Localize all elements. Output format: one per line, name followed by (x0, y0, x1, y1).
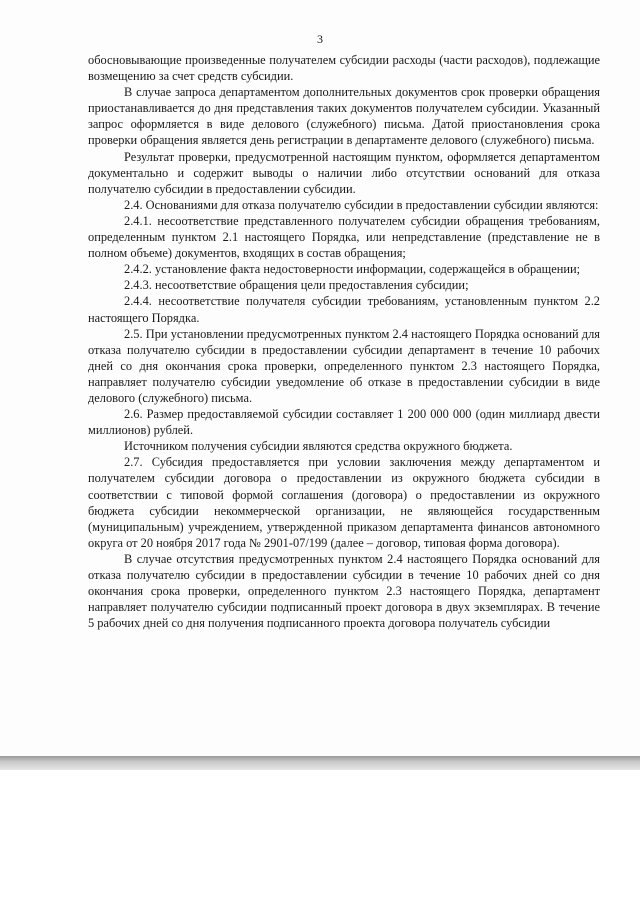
paragraph: 2.4.1. несоответствие представленного получателем субсидии обращения требованиям, определенным пунктом 2.1 настоящего Порядка, или непредставление (представление не в полном объеме) документов, входящих в состав обращения; (88, 213, 600, 261)
page-number: 3 (317, 32, 323, 46)
document-body (88, 52, 600, 631)
paragraph: 2.4. Основаниями для отказа получателю субсидии в предоставлении субсидии являются: (124, 197, 599, 212)
paragraph: 2.6. Размер предоставляемой субсидии составляет 1 200 000 000 (один миллиард двести миллионов) рублей. (88, 407, 600, 438)
paragraph: обосновывающие произведенные получателем субсидии расходы (части расходов), подлежащие возмещению за счет средств субсидии. (88, 53, 600, 84)
paragraph: 2.5. При установлении предусмотренных пунктом 2.4 настоящего Порядка оснований для отказа получателю субсидии в предоставлении субсидии департамент в течение 10 рабочих дней со дня окончания срока проверки, определенного пунктом 2.3 настоящего Порядка, направляет получателю субсидии уведомление об отказе в предоставлении субсидии в виде делового (служебного) письма. (88, 326, 600, 405)
paragraph: В случае отсутствия предусмотренных пунктом 2.4 настоящего Порядка оснований для отказа получателю субсидии в предоставлении субсидии в течение 10 рабочих дней со дня окончания срока проверки, определенного пунктом 2.3 настоящего Порядка, департамент направляет получателю субсидии подписанный проект договора в двух экземплярах. В течение 5 рабочих дней со дня получения подписанного проекта договора получатель субсидии (88, 551, 600, 631)
paragraph: В случае запроса департаментом дополнительных документов срок проверки обращения приостанавливается до дня представления таких документов получателем субсидии. Указанный запрос оформляется в виде делового (служебного) письма. Датой приостановления срока проверки обращения является день регистрации в департаменте делового (служебного) письма. (88, 85, 600, 148)
paragraph: Результат проверки, предусмотренной настоящим пунктом, оформляется департаментом документально и содержит выводы о наличии либо отсутствии оснований для отказа получателю субсидии в предоставлении субсидии. (88, 149, 600, 196)
paragraph: 2.4.3. несоответствие обращения цели предоставления субсидии; (124, 278, 469, 293)
scan-edge-shadow (0, 756, 640, 770)
paragraph: Источником получения субсидии являются средства окружного бюджета. (124, 439, 513, 454)
paragraph: 2.7. Субсидия предоставляется при условии заключения между департаментом и получателем субсидии договора о предоставлении из окружного бюджета субсидии в соответствии с типовой формой соглашения (договора) о предоставлении из окружного бюджета субсидии некоммерческой организации, не являющейся государственным (муниципальным) учреждением, утвержденной приказом департамента финансов автономного округа от 20 ноября 2017 года № 2901-07/199 (далее – договор, типовая форма договора). (88, 455, 600, 550)
paragraph: 2.4.2. установление факта недостоверности информации, содержащейся в обращении; (124, 262, 581, 277)
paragraph: 2.4.4. несоответствие получателя субсидии требованиям, установленным пунктом 2.2 настоящего Порядка. (88, 294, 600, 325)
